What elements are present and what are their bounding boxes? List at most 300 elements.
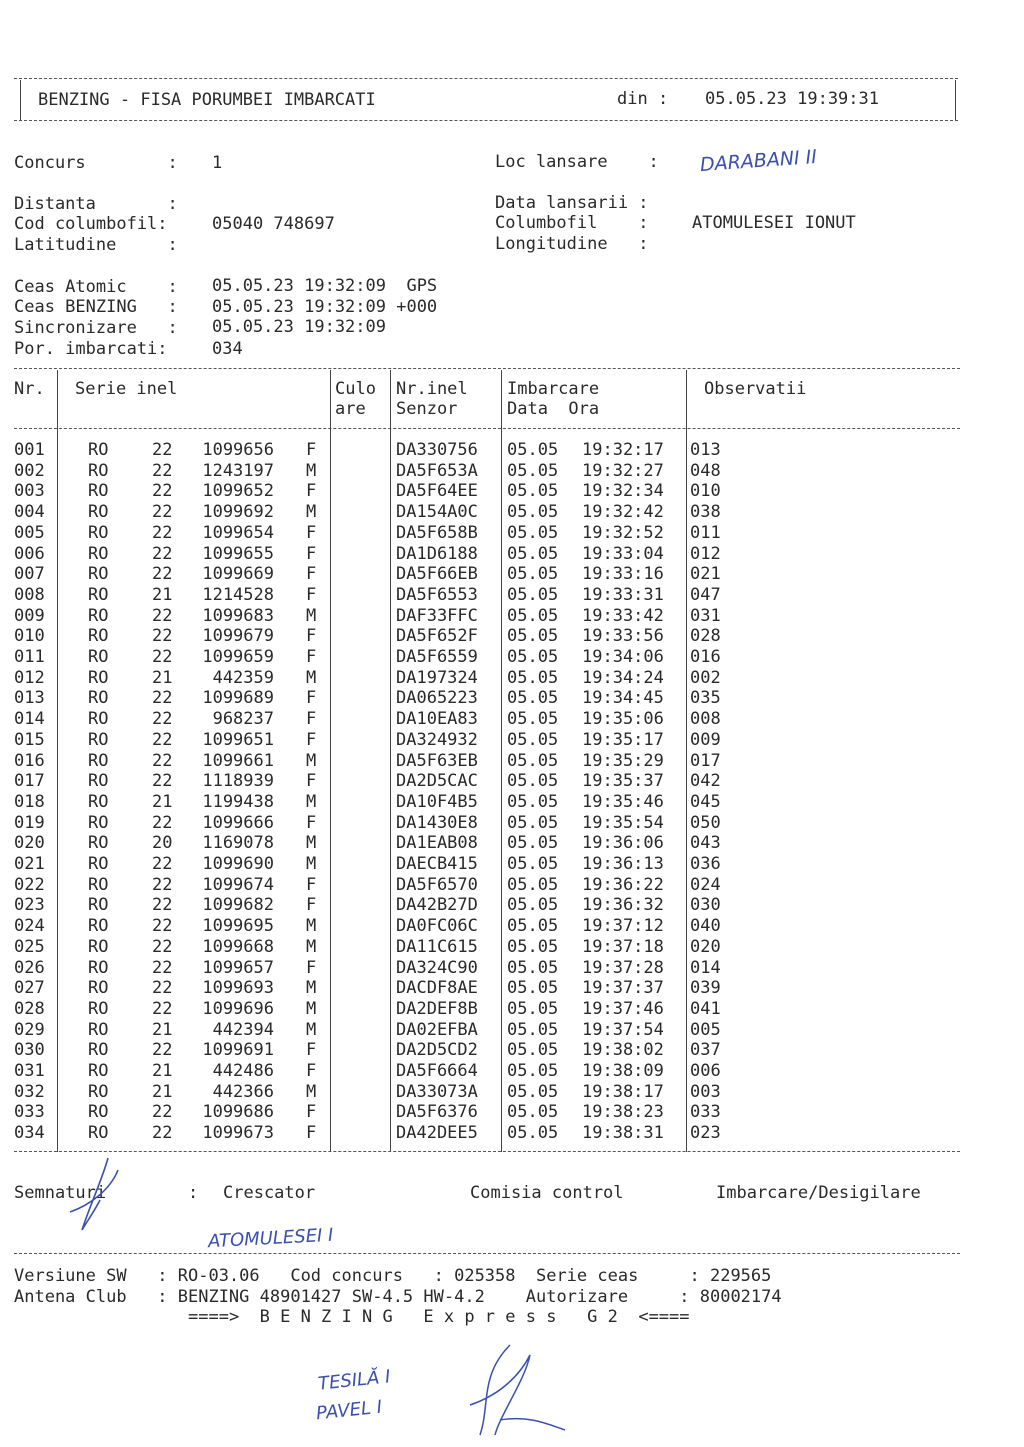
cell-nr: 023 [14,895,45,916]
cell-date: 05.05 [507,688,559,709]
cell-year: 22 [152,854,173,874]
cell-time: 19:33:42 [582,605,664,626]
imbarcare-desigilare-label: Imbarcare/Desigilare [716,1183,921,1203]
cell-country: RO [88,957,109,978]
cell-nr: 011 [14,647,45,667]
cell-year: 22 [152,709,173,730]
col-sep-2 [330,370,331,1152]
cell-observatii: 008 [690,709,721,730]
cell-nr: 010 [14,626,45,647]
cell-observatii: 042 [690,771,721,792]
columbofil-value: ATOMULESEI IONUT [692,213,856,233]
cell-sex: F [306,895,317,916]
cell-country: RO [88,667,109,688]
cell-year: 22 [152,771,173,792]
cell-observatii: 031 [690,605,721,626]
document-title: BENZING - FISA PORUMBEI IMBARCATI [38,90,376,110]
cell-ring-number: 1099695 [202,916,274,937]
cell-ring-number: 442366 [212,1081,274,1102]
crescator-label: Crescator [223,1183,316,1203]
porumbei-imbarcati-label: Por. imbarcati: [14,339,168,359]
cell-nr: 005 [14,522,45,543]
cell-time: 19:32:52 [582,522,664,543]
cell-year: 22 [152,895,173,916]
cell-time: 19:33:04 [582,543,664,564]
cell-ring-number: 1099673 [202,1123,274,1144]
semnaturi-label: Semnaturi [14,1183,107,1203]
cell-country: RO [88,895,109,916]
cell-country: RO [88,1123,109,1144]
cell-nr: 020 [14,833,45,854]
cell-date: 05.05 [507,564,559,585]
cell-observatii: 013 [690,440,721,460]
cell-country: RO [88,543,109,564]
cell-sex: F [306,584,317,605]
cell-date: 05.05 [507,626,559,647]
cell-sensor: DA5F63EB [396,750,478,771]
cell-date: 05.05 [507,854,559,874]
cell-observatii: 028 [690,626,721,647]
cell-observatii: 011 [690,522,721,543]
cell-sex: M [306,1019,317,1040]
cell-ring-number: 1199438 [202,791,274,812]
cell-observatii: 035 [690,688,721,709]
cod-columbofil-label: Cod columbofil: [14,214,168,234]
cell-nr: 027 [14,978,45,999]
cell-year: 22 [152,936,173,957]
cell-nr: 008 [14,584,45,605]
cell-year: 22 [152,729,173,750]
cell-year: 22 [152,750,173,771]
cell-ring-number: 1099657 [202,957,274,978]
cell-ring-number: 442394 [212,1019,274,1040]
footer-line-2: Antena Club : BENZING 48901427 SW-4.5 HW-4.2 Autorizare : 80002174 [14,1287,782,1307]
cell-time: 19:32:27 [582,460,664,481]
cell-sex: M [306,791,317,812]
cell-sensor: DA2D5CD2 [396,1040,478,1061]
cell-time: 19:35:17 [582,729,664,750]
cell-observatii: 017 [690,750,721,771]
cell-country: RO [88,936,109,957]
header-right-border [955,80,956,120]
cell-sex: F [306,543,317,564]
col-sep-5 [686,370,687,1152]
crescator-handwritten-name: ATOMULESEI I [207,1224,334,1253]
cell-sex: F [306,957,317,978]
col-header-nrinel: Nr.inel [396,379,468,399]
cell-nr: 032 [14,1081,45,1102]
cell-date: 05.05 [507,1019,559,1040]
cell-sensor: DA1430E8 [396,812,478,833]
cell-nr: 029 [14,1019,45,1040]
cell-date: 05.05 [507,543,559,564]
cell-nr: 007 [14,564,45,585]
date-label: din : [617,89,669,109]
cell-time: 19:35:06 [582,709,664,730]
cell-country: RO [88,1019,109,1040]
col-sep-4 [501,370,502,1152]
cell-sex: F [306,1040,317,1061]
distanta-label: Distanta : [14,194,178,214]
cell-time: 19:36:32 [582,895,664,916]
cell-time: 19:38:02 [582,1040,664,1061]
cell-sex: F [306,647,317,667]
cell-year: 22 [152,1123,173,1144]
cell-ring-number: 1099655 [202,543,274,564]
cell-sensor: DA324C90 [396,957,478,978]
cell-date: 05.05 [507,440,559,460]
cell-time: 19:34:06 [582,647,664,667]
cell-year: 22 [152,998,173,1019]
cell-date: 05.05 [507,771,559,792]
cell-sex: M [306,750,317,771]
cell-sex: M [306,502,317,523]
cod-columbofil-value: 05040 748697 [212,214,335,234]
cell-observatii: 037 [690,1040,721,1061]
cell-year: 22 [152,543,173,564]
cell-country: RO [88,502,109,523]
cell-year: 22 [152,605,173,626]
cell-year: 22 [152,978,173,999]
cell-ring-number: 1099679 [202,626,274,647]
cell-year: 22 [152,460,173,481]
latitudine-label: Latitudine : [14,235,178,255]
cell-year: 21 [152,584,173,605]
cell-country: RO [88,771,109,792]
cell-country: RO [88,626,109,647]
cell-country: RO [88,998,109,1019]
cell-time: 19:37:46 [582,998,664,1019]
cell-observatii: 021 [690,564,721,585]
cell-sensor: DA2D5CAC [396,771,478,792]
cell-ring-number: 1243197 [202,460,274,481]
cell-country: RO [88,440,109,460]
cell-date: 05.05 [507,605,559,626]
cell-sensor: DA5F653A [396,460,478,481]
cell-sex: M [306,1081,317,1102]
cell-observatii: 038 [690,502,721,523]
cell-year: 22 [152,874,173,895]
cell-observatii: 045 [690,791,721,812]
cell-observatii: 040 [690,916,721,937]
cell-year: 22 [152,564,173,585]
concurs-value: 1 [212,153,223,173]
cell-date: 05.05 [507,998,559,1019]
col-header-are: are [335,399,366,419]
cell-ring-number: 1099651 [202,729,274,750]
cell-sensor: DA11C615 [396,936,478,957]
cell-ring-number: 1099669 [202,564,274,585]
columbofil-label: Columbofil : [495,213,649,233]
cell-time: 19:37:18 [582,936,664,957]
cell-nr: 022 [14,874,45,895]
cell-sex: F [306,440,317,460]
cell-time: 19:36:13 [582,854,664,874]
cell-observatii: 010 [690,481,721,502]
cell-time: 19:36:22 [582,874,664,895]
cell-nr: 019 [14,812,45,833]
cell-sensor: DA2DEF8B [396,998,478,1019]
cell-sex: F [306,1102,317,1123]
cell-time: 19:33:56 [582,626,664,647]
cell-ring-number: 1214528 [202,584,274,605]
cell-ring-number: 1099696 [202,998,274,1019]
crescator-signature [60,1150,130,1250]
table-top-border [14,368,960,369]
ceas-atomic-label: Ceas Atomic : [14,277,178,297]
cell-country: RO [88,812,109,833]
cell-ring-number: 1169078 [202,833,274,854]
cell-sex: M [306,833,317,854]
cell-date: 05.05 [507,874,559,895]
cell-country: RO [88,1040,109,1061]
cell-nr: 004 [14,502,45,523]
cell-observatii: 048 [690,460,721,481]
cell-observatii: 016 [690,647,721,667]
cell-year: 22 [152,647,173,667]
cell-country: RO [88,729,109,750]
cell-observatii: 033 [690,1102,721,1123]
cell-nr: 018 [14,791,45,812]
cell-sex: F [306,564,317,585]
cell-sensor: DA0FC06C [396,916,478,937]
cell-nr: 026 [14,957,45,978]
cell-date: 05.05 [507,1081,559,1102]
cell-year: 21 [152,1019,173,1040]
cell-ring-number: 1099668 [202,936,274,957]
cell-observatii: 002 [690,667,721,688]
cell-time: 19:37:37 [582,978,664,999]
cell-date: 05.05 [507,709,559,730]
cell-sensor: DA5F652F [396,626,478,647]
cell-date: 05.05 [507,978,559,999]
ceas-benzing-label: Ceas BENZING : [14,297,178,317]
cell-ring-number: 1099682 [202,895,274,916]
cell-ring-number: 1099689 [202,688,274,709]
cell-sensor: DA33073A [396,1081,478,1102]
cell-year: 22 [152,688,173,709]
cell-date: 05.05 [507,1102,559,1123]
cell-nr: 021 [14,854,45,874]
table-header-bottom-border [14,428,960,429]
cell-nr: 024 [14,916,45,937]
cell-nr: 001 [14,440,45,460]
cell-observatii: 030 [690,895,721,916]
cell-country: RO [88,647,109,667]
cell-nr: 015 [14,729,45,750]
cell-date: 05.05 [507,667,559,688]
cell-country: RO [88,688,109,709]
cell-observatii: 041 [690,998,721,1019]
cell-sex: F [306,522,317,543]
cell-country: RO [88,854,109,874]
cell-date: 05.05 [507,522,559,543]
cell-country: RO [88,584,109,605]
cell-sex: M [306,667,317,688]
sincronizare-label: Sincronizare : [14,318,178,338]
cell-sensor: DA42B27D [396,895,478,916]
cell-nr: 033 [14,1102,45,1123]
cell-sensor: DA10F4B5 [396,791,478,812]
loc-lansare-handwritten: DARABANI II [699,145,818,177]
footer-top-border [14,1253,960,1254]
data-lansarii-label: Data lansarii : [495,193,649,213]
cell-date: 05.05 [507,957,559,978]
cell-year: 22 [152,502,173,523]
footer-line-1: Versiune SW : RO-03.06 Cod concurs : 025358 Serie ceas : 229565 [14,1266,772,1286]
cell-observatii: 005 [690,1019,721,1040]
cell-year: 21 [152,667,173,688]
col-header-observatii: Observatii [704,379,807,399]
footer-banner: ====> B E N Z I N G E x p r e s s G 2 <==== [188,1307,690,1327]
cell-observatii: 003 [690,1081,721,1102]
cell-country: RO [88,460,109,481]
cell-time: 19:35:29 [582,750,664,771]
cell-date: 05.05 [507,791,559,812]
cell-date: 05.05 [507,729,559,750]
cell-nr: 006 [14,543,45,564]
cell-year: 22 [152,957,173,978]
cell-time: 19:35:37 [582,771,664,792]
cell-sensor: DA5F658B [396,522,478,543]
ceas-benzing-value: 05.05.23 19:32:09 +000 [212,297,438,317]
cell-year: 21 [152,791,173,812]
cell-date: 05.05 [507,750,559,771]
cell-time: 19:37:12 [582,916,664,937]
cell-ring-number: 1099654 [202,522,274,543]
cell-date: 05.05 [507,647,559,667]
cell-sensor: DA5F6376 [396,1102,478,1123]
cell-sex: M [306,978,317,999]
table-bottom-border [14,1151,960,1152]
cell-ring-number: 1099691 [202,1040,274,1061]
cell-time: 19:38:23 [582,1102,664,1123]
cell-date: 05.05 [507,1040,559,1061]
cell-ring-number: 968237 [212,709,274,730]
cell-observatii: 043 [690,833,721,854]
cell-sex: M [306,460,317,481]
cell-country: RO [88,1081,109,1102]
cell-nr: 034 [14,1123,45,1144]
cell-year: 22 [152,626,173,647]
cell-country: RO [88,874,109,895]
cell-ring-number: 1099652 [202,481,274,502]
cell-time: 19:38:09 [582,1061,664,1081]
cell-country: RO [88,978,109,999]
cell-nr: 017 [14,771,45,792]
cell-sensor: DA1D6188 [396,543,478,564]
cell-country: RO [88,916,109,937]
cell-year: 22 [152,481,173,502]
cell-nr: 014 [14,709,45,730]
cell-observatii: 023 [690,1123,721,1144]
col-header-culo: Culo [335,379,376,399]
cell-country: RO [88,750,109,771]
date-value: 05.05.23 19:39:31 [705,89,879,109]
cell-ring-number: 442486 [212,1061,274,1081]
cell-sex: M [306,605,317,626]
cell-country: RO [88,1102,109,1123]
cell-sensor: DA330756 [396,440,478,460]
cell-sex: F [306,481,317,502]
cell-observatii: 024 [690,874,721,895]
cell-time: 19:38:17 [582,1081,664,1102]
cell-date: 05.05 [507,584,559,605]
commission-handwritten-1: TESILĂ I [317,1366,392,1395]
cell-country: RO [88,833,109,854]
cell-year: 22 [152,916,173,937]
cell-time: 19:33:16 [582,564,664,585]
cell-year: 22 [152,1040,173,1061]
cell-time: 19:32:42 [582,502,664,523]
cell-observatii: 009 [690,729,721,750]
cell-sensor: DA065223 [396,688,478,709]
cell-country: RO [88,1061,109,1081]
cell-date: 05.05 [507,936,559,957]
cell-time: 19:36:06 [582,833,664,854]
cell-date: 05.05 [507,833,559,854]
cell-nr: 003 [14,481,45,502]
cell-observatii: 039 [690,978,721,999]
cell-date: 05.05 [507,1123,559,1144]
cell-sensor: DA154A0C [396,502,478,523]
cell-ring-number: 1099690 [202,854,274,874]
cell-nr: 031 [14,1061,45,1081]
cell-date: 05.05 [507,502,559,523]
cell-sex: M [306,916,317,937]
cell-observatii: 047 [690,584,721,605]
cell-ring-number: 1099683 [202,605,274,626]
concurs-label: Concurs : [14,153,178,173]
cell-sensor: DAF33FFC [396,605,478,626]
col-header-data-ora: Data Ora [507,399,600,419]
ceas-atomic-value: 05.05.23 19:32:09 GPS [212,276,438,296]
comisia-label: Comisia control [470,1183,624,1203]
cell-date: 05.05 [507,481,559,502]
cell-sex: F [306,709,317,730]
cell-sensor: DA5F6559 [396,647,478,667]
cell-observatii: 050 [690,812,721,833]
loc-lansare-label: Loc lansare : [495,152,659,172]
cell-year: 21 [152,1061,173,1081]
col-sep-3 [390,370,391,1152]
cell-sensor: DA5F66EB [396,564,478,585]
cell-sex: F [306,1061,317,1081]
cell-sex: F [306,729,317,750]
semnaturi-colon: : [188,1183,199,1203]
cell-year: 22 [152,440,173,460]
cell-sex: F [306,874,317,895]
cell-date: 05.05 [507,460,559,481]
cell-country: RO [88,522,109,543]
cell-sensor: DA324932 [396,729,478,750]
cell-time: 19:37:28 [582,957,664,978]
cell-sensor: DA1EAB08 [396,833,478,854]
cell-country: RO [88,481,109,502]
longitudine-label: Longitudine : [495,234,649,254]
commission-signature [440,1335,580,1440]
cell-sensor: DA5F6570 [396,874,478,895]
cell-ring-number: 1118939 [202,771,274,792]
cell-date: 05.05 [507,916,559,937]
porumbei-imbarcati-value: 034 [212,339,243,359]
cell-date: 05.05 [507,895,559,916]
cell-sex: F [306,688,317,709]
col-header-imbarcare: Imbarcare [507,379,600,399]
cell-sensor: DAECB415 [396,854,478,874]
cell-country: RO [88,605,109,626]
cell-year: 21 [152,1081,173,1102]
